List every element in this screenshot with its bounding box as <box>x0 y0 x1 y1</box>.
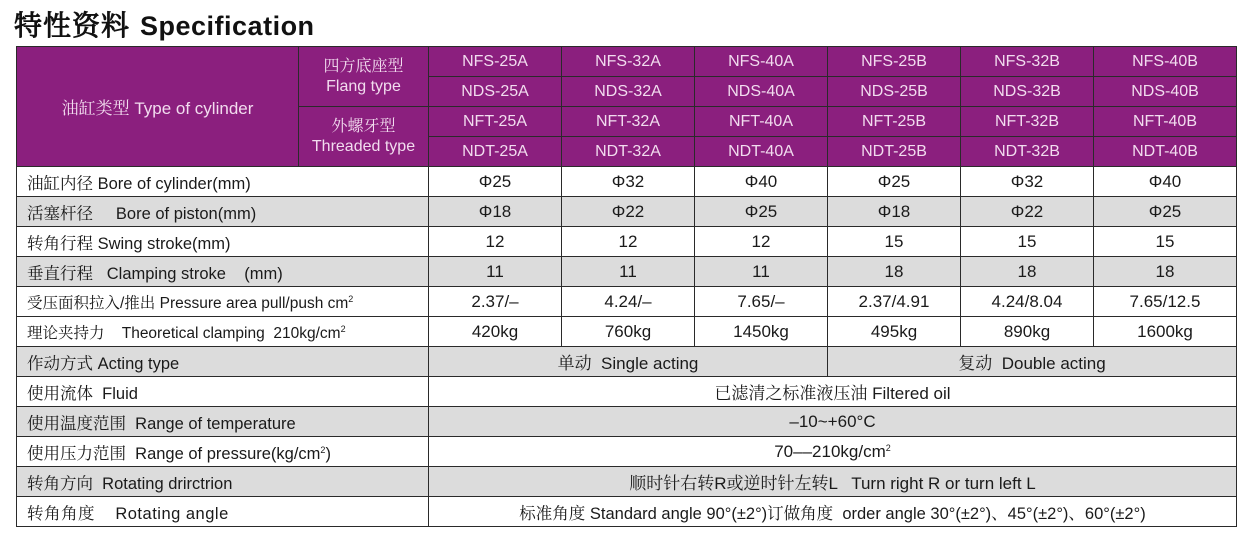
model-cell: NFS-40A <box>695 47 828 77</box>
value-cell: 18 <box>1094 257 1237 287</box>
value-cell: Φ22 <box>562 197 695 227</box>
row-label: 作动方式 Acting type <box>17 347 429 377</box>
row-clamping-stroke <box>17 257 1237 287</box>
value-text: 70––210kg/cm <box>774 441 886 461</box>
row-label: 使用温度范围 Range of temperature <box>17 407 429 437</box>
value-cell: Φ25 <box>695 197 828 227</box>
value-cell: 12 <box>562 227 695 257</box>
header-row-1 <box>17 47 1237 77</box>
row-label: 转角方向 Rotating drirctrion <box>17 467 429 497</box>
row-label: 油缸内径 Bore of cylinder(mm) <box>17 167 429 197</box>
value-cell: Φ32 <box>562 167 695 197</box>
model-cell: NDT-40A <box>695 137 828 167</box>
title-zh: 特性资料 <box>14 9 131 42</box>
value-cell: 15 <box>961 227 1094 257</box>
value-cell: 18 <box>961 257 1094 287</box>
value-cell: 7.65/– <box>695 287 828 317</box>
superscript: 2 <box>348 293 354 304</box>
model-cell: NDT-32B <box>961 137 1094 167</box>
row-swing-stroke <box>17 227 1237 257</box>
model-cell: NFS-32A <box>562 47 695 77</box>
value-cell: 4.24/– <box>562 287 695 317</box>
row-pressure-range <box>17 437 1237 467</box>
model-cell: NDT-25A <box>429 137 562 167</box>
title-en: Specification <box>140 11 315 41</box>
model-cell: NDS-25A <box>429 77 562 107</box>
value-cell: 12 <box>429 227 562 257</box>
row-rotating-direction <box>17 467 1237 497</box>
row-temperature <box>17 407 1237 437</box>
model-cell: NFT-25B <box>828 107 961 137</box>
value-cell: 420kg <box>429 317 562 347</box>
flang-type-header <box>299 47 429 107</box>
row-pressure-area <box>17 287 1237 317</box>
model-cell: NDS-40A <box>695 77 828 107</box>
cylinder-type-header: 油缸类型 Type of cylinder <box>17 47 299 167</box>
row-label <box>17 437 429 467</box>
row-label-end: ) <box>325 444 331 463</box>
value-cell: 11 <box>562 257 695 287</box>
model-cell: NDT-25B <box>828 137 961 167</box>
model-cell: NDS-32B <box>961 77 1094 107</box>
model-cell: NFT-40B <box>1094 107 1237 137</box>
superscript: 2 <box>340 323 346 334</box>
value-cell: 760kg <box>562 317 695 347</box>
model-cell: NDS-40B <box>1094 77 1237 107</box>
model-cell: NDT-32A <box>562 137 695 167</box>
value-cell: 标准角度 Standard angle 90°(±2°)订做角度 order angle 30°(±2°)、45°(±2°)、60°(±2°) <box>429 497 1237 527</box>
model-cell: NDT-40B <box>1094 137 1237 167</box>
model-cell: NFS-25A <box>429 47 562 77</box>
value-cell: 15 <box>828 227 961 257</box>
model-cell: NFT-32B <box>961 107 1094 137</box>
value-cell: 已滤清之标准液压油 Filtered oil <box>429 377 1237 407</box>
value-cell: 1450kg <box>695 317 828 347</box>
value-cell: Φ25 <box>429 167 562 197</box>
value-cell: 11 <box>695 257 828 287</box>
double-acting-cell: 复动 Double acting <box>828 347 1237 377</box>
model-cell: NFS-25B <box>828 47 961 77</box>
row-label-text: 理论夹持力 Theoretical clamping 210kg/cm <box>27 324 341 342</box>
value-cell: 2.37/– <box>429 287 562 317</box>
model-cell: NFT-32A <box>562 107 695 137</box>
row-acting-type <box>17 347 1237 377</box>
model-cell: NFS-32B <box>961 47 1094 77</box>
page-title <box>14 4 315 44</box>
model-cell: NFT-25A <box>429 107 562 137</box>
row-clamping-force <box>17 317 1237 347</box>
value-cell: Φ18 <box>828 197 961 227</box>
row-rotating-angle <box>17 497 1237 527</box>
value-cell: 495kg <box>828 317 961 347</box>
row-label <box>17 287 429 317</box>
model-cell: NFT-40A <box>695 107 828 137</box>
value-cell: 顺时针右转R或逆时针左转L Turn right R or turn left L <box>429 467 1237 497</box>
value-cell: 890kg <box>961 317 1094 347</box>
value-cell: 2.37/4.91 <box>828 287 961 317</box>
value-cell: Φ22 <box>961 197 1094 227</box>
value-cell: Φ25 <box>1094 197 1237 227</box>
row-label: 使用流体 Fluid <box>17 377 429 407</box>
value-cell: 1600kg <box>1094 317 1237 347</box>
row-label: 活塞杆径 Bore of piston(mm) <box>17 197 429 227</box>
row-bore-piston <box>17 197 1237 227</box>
value-cell: Φ40 <box>695 167 828 197</box>
model-cell: NFS-40B <box>1094 47 1237 77</box>
model-cell: NDS-32A <box>562 77 695 107</box>
threaded-type-header <box>299 107 429 167</box>
value-cell <box>429 437 1237 467</box>
value-cell: Φ25 <box>828 167 961 197</box>
value-cell: Φ40 <box>1094 167 1237 197</box>
model-cell: NDS-25B <box>828 77 961 107</box>
row-bore-cylinder <box>17 167 1237 197</box>
flang-type-en: Flang type <box>326 77 401 95</box>
row-label-text: 受压面积拉入/推出 Pressure area pull/push cm <box>27 294 349 312</box>
superscript: 2 <box>885 442 891 453</box>
row-label <box>17 317 429 347</box>
row-label: 垂直行程 Clamping stroke (mm) <box>17 257 429 287</box>
value-cell: –10~+60°C <box>429 407 1237 437</box>
value-cell: 7.65/12.5 <box>1094 287 1237 317</box>
row-fluid <box>17 377 1237 407</box>
value-cell: Φ32 <box>961 167 1094 197</box>
row-label: 转角角度 Rotating angle <box>17 497 429 527</box>
value-cell: 15 <box>1094 227 1237 257</box>
threaded-type-zh: 外螺牙型 <box>331 117 396 135</box>
value-cell: 4.24/8.04 <box>961 287 1094 317</box>
value-cell: Φ18 <box>429 197 562 227</box>
single-acting-cell: 单动 Single acting <box>429 347 828 377</box>
threaded-type-en: Threaded type <box>311 137 416 155</box>
value-cell: 18 <box>828 257 961 287</box>
row-label-text: 使用压力范围 Range of pressure(kg/cm <box>27 444 321 463</box>
row-label: 转角行程 Swing stroke(mm) <box>17 227 429 257</box>
value-cell: 11 <box>429 257 562 287</box>
specification-table <box>16 46 1237 527</box>
superscript: 2 <box>320 444 326 455</box>
value-cell: 12 <box>695 227 828 257</box>
flang-type-zh: 四方底座型 <box>323 57 404 75</box>
